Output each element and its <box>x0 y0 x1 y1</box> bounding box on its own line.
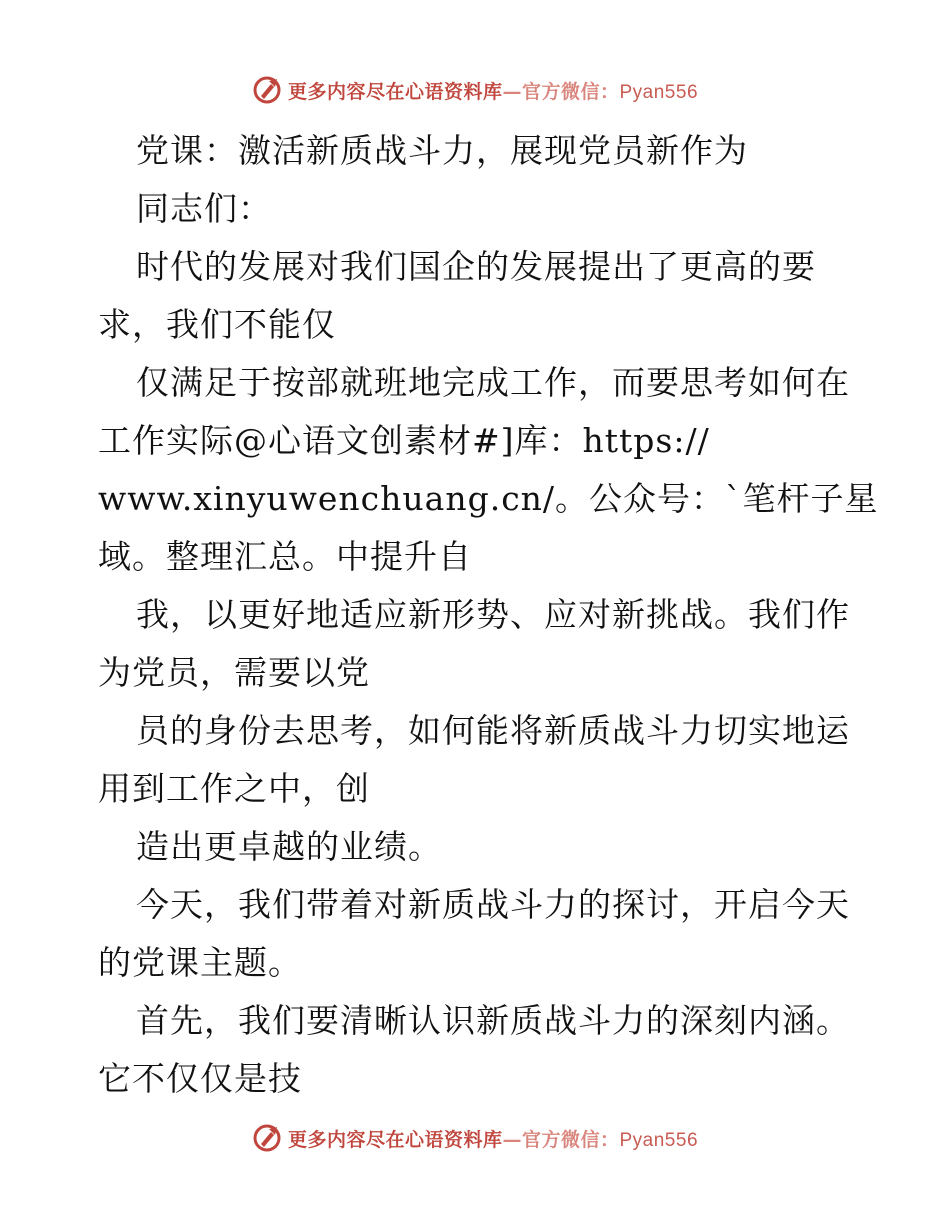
doc-line: 仅满足于按部就班地完成工作，而要思考如何在 <box>136 363 850 402</box>
doc-line: 求，我们不能仅 <box>98 305 336 344</box>
doc-line: 首先，我们要清晰认识新质战斗力的深刻内涵。 <box>136 1001 850 1040</box>
banner-separator-text: —官方微信： <box>502 1128 620 1151</box>
doc-title: 党课：激活新质战斗力，展现党员新作为 <box>136 131 748 170</box>
doc-line: 造出更卓越的业绩。 <box>136 827 442 866</box>
header-watermark-banner <box>0 70 950 110</box>
banner-wechat-id: Pyan556 <box>619 1129 699 1151</box>
footer-watermark-banner <box>0 1118 950 1158</box>
banner-main-text: 更多内容尽在心语资料库 <box>287 80 503 103</box>
doc-line: 域。整理汇总。中提升自 <box>98 537 472 576</box>
doc-line: 工作实际@心语文创素材#]库：https:// <box>98 421 710 460</box>
banner-text <box>288 77 698 104</box>
doc-salutation: 同志们： <box>136 189 272 228</box>
doc-line: 员的身份去思考，如何能将新质战斗力切实地运 <box>136 711 850 750</box>
doc-line-url: www.xinyuwenchuang.cn/。公众号：`笔杆子星 <box>98 479 879 518</box>
doc-line: 今天，我们带着对新质战斗力的探讨，开启今天 <box>136 885 850 924</box>
document-body <box>98 122 879 1108</box>
doc-line: 的党课主题。 <box>98 943 302 982</box>
brand-logo-icon <box>252 1123 282 1153</box>
banner-text <box>288 1125 698 1152</box>
doc-line: 为党员，需要以党 <box>98 653 370 692</box>
doc-line: 它不仅仅是技 <box>98 1059 302 1098</box>
doc-line: 时代的发展对我们国企的发展提出了更高的要 <box>136 247 816 286</box>
banner-separator-text: —官方微信： <box>502 80 620 103</box>
brand-logo-icon <box>252 75 282 105</box>
banner-wechat-id: Pyan556 <box>619 81 699 103</box>
doc-line: 我，以更好地适应新形势、应对新挑战。我们作 <box>136 595 850 634</box>
doc-line: 用到工作之中，创 <box>98 769 370 808</box>
banner-main-text: 更多内容尽在心语资料库 <box>287 1128 503 1151</box>
